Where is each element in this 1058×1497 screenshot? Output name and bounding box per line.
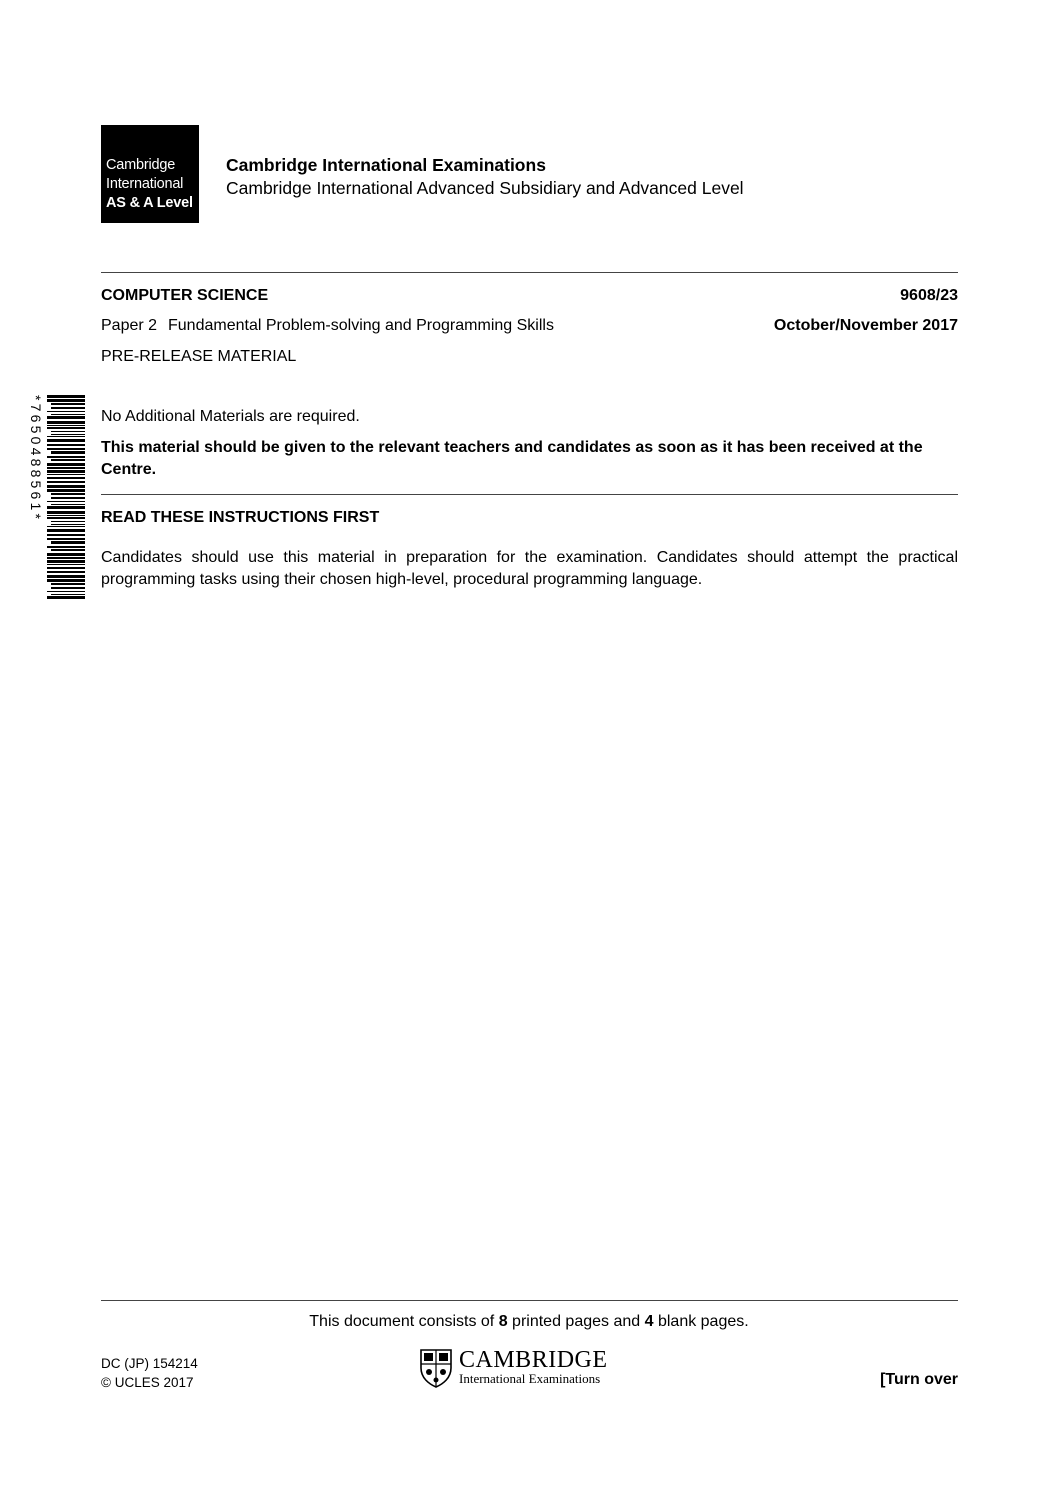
blank-pages-count: 4	[644, 1313, 654, 1330]
barcode-bar	[47, 515, 85, 516]
exam-board-subtitle: Cambridge International Advanced Subsidiary and Advanced Level	[226, 178, 744, 198]
barcode-bar	[47, 579, 85, 582]
publisher-logo	[419, 1346, 608, 1390]
barcode-bar	[47, 538, 85, 540]
barcode-bar	[47, 425, 85, 426]
crest-icon	[419, 1348, 453, 1388]
barcode-bar	[47, 416, 85, 419]
barcode-bar	[51, 583, 85, 585]
turn-over-label: [Turn over	[880, 1371, 958, 1388]
page-count-mid: printed pages and	[507, 1313, 645, 1330]
syllabus-code: 9608/23	[900, 287, 958, 304]
publisher-subtitle: International Examinations	[459, 1371, 601, 1386]
barcode-bar	[47, 439, 85, 442]
barcode-bar	[47, 596, 85, 599]
barcode-bar	[47, 571, 85, 573]
barcode-bar	[51, 497, 85, 499]
header-divider	[101, 272, 958, 273]
page-count-suffix: blank pages.	[653, 1313, 749, 1330]
barcode-bar	[47, 421, 85, 424]
logo-line-2: International	[106, 176, 184, 192]
barcode-bar	[47, 444, 85, 446]
barcode-bar	[51, 431, 85, 432]
barcode-bar	[51, 414, 85, 415]
barcode-bar	[47, 477, 85, 479]
barcode-bar	[47, 436, 85, 437]
barcode-bar	[47, 427, 85, 429]
barcode-bar	[47, 501, 85, 502]
barcode-digits: *7650488561*	[28, 395, 44, 523]
barcode-bar	[47, 546, 85, 548]
barcode-bar	[47, 511, 85, 514]
barcode-bar	[47, 534, 85, 536]
barcode-bar	[47, 489, 85, 492]
barcode-bar	[47, 485, 85, 488]
barcode-bar	[51, 451, 85, 454]
barcode-bar	[47, 517, 85, 519]
barcode-bar	[47, 456, 85, 458]
barcode-bar	[47, 526, 85, 527]
page-count-prefix: This document consists of	[309, 1313, 499, 1330]
barcode-bar	[47, 399, 85, 402]
publisher-name: CAMBRIDGE	[459, 1347, 608, 1373]
logo-line-1: Cambridge	[106, 157, 176, 173]
material-type: PRE-RELEASE MATERIAL	[101, 348, 297, 365]
barcode-bar	[47, 564, 85, 565]
barcode-bar	[47, 395, 85, 398]
instructions-body: Candidates should use this material in preparation for the examination. Candidates should attempt the practical programming tasks using their chosen high-level, procedural programming language.	[101, 549, 958, 588]
barcode-bar	[51, 403, 85, 405]
footer-divider	[101, 1300, 958, 1301]
barcode-bar	[51, 521, 85, 522]
paper-name: Fundamental Problem-solving and Programming Skills	[168, 317, 554, 334]
barcode-bar	[47, 470, 85, 473]
centre-instruction: This material should be given to the relevant teachers and candidates as soon as it has been received at the Centre.	[101, 439, 923, 478]
barcode-bar	[47, 463, 85, 466]
barcode-bar	[47, 553, 85, 556]
barcode-bar	[51, 587, 85, 589]
barcode-graphic	[27, 393, 87, 603]
barcode-bar	[47, 448, 85, 450]
paper-number: Paper 2	[101, 317, 158, 334]
instructions-divider	[101, 494, 958, 495]
copyright-notice: © UCLES 2017	[101, 1375, 194, 1390]
exam-board-title: Cambridge International Examinations	[226, 155, 546, 175]
barcode-bar	[51, 541, 85, 544]
barcode-bar	[51, 434, 85, 435]
cambridge-logo	[101, 125, 199, 223]
logo-line-3: AS & A Level	[106, 195, 193, 211]
barcode-bar	[47, 481, 85, 483]
barcode-bar	[51, 504, 85, 505]
barcode-bar	[51, 407, 85, 409]
barcode-bar	[47, 560, 85, 563]
document-reference: DC (JP) 154214	[101, 1356, 198, 1371]
barcode-bar	[47, 411, 85, 412]
materials-note: No Additional Materials are required.	[101, 408, 360, 425]
barcode-bar	[51, 493, 85, 495]
candidate-barcode	[27, 393, 87, 603]
barcode-bar	[47, 529, 85, 532]
barcode-bar	[47, 474, 85, 475]
barcode-bar	[47, 591, 85, 592]
barcode-bar	[51, 459, 85, 461]
subject-title: COMPUTER SCIENCE	[101, 287, 269, 304]
barcode-bar	[51, 524, 85, 525]
barcode-bar	[51, 594, 85, 595]
barcode-bar	[47, 575, 85, 578]
barcode-bar	[47, 467, 85, 469]
page-count-statement	[0, 1313, 1058, 1331]
barcode-bar	[47, 506, 85, 509]
barcode-bar	[51, 549, 85, 551]
barcode-bar	[47, 557, 85, 559]
printed-pages-count: 8	[498, 1313, 508, 1330]
instructions-heading: READ THESE INSTRUCTIONS FIRST	[101, 509, 380, 526]
barcode-bar	[47, 567, 85, 569]
exam-session: October/November 2017	[773, 317, 958, 334]
